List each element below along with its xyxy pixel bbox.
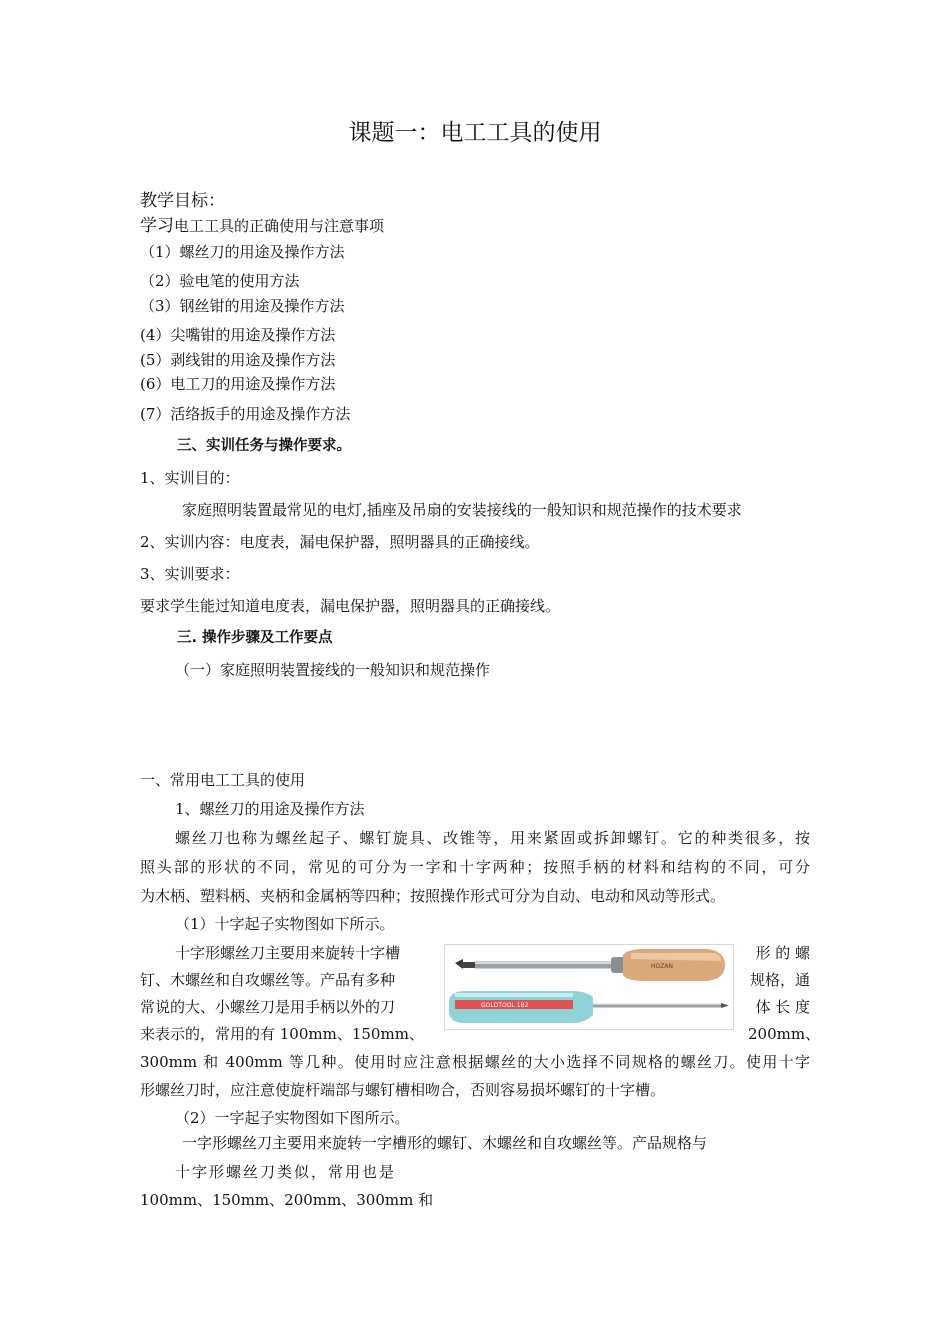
screwdrivers-illustration	[445, 945, 733, 1029]
objectives-intro-rest: 电工工具的正确使用与注意事项	[174, 217, 385, 235]
training-content: 2、实训内容：电度表，漏电保护器，照明器具的正确接线。	[140, 533, 540, 551]
objective-item-5: (5）剥线钳的用途及操作方法	[140, 351, 336, 369]
objectives-intro-big: 学习	[140, 216, 174, 236]
cross-right-line-2: 规格，通	[749, 971, 810, 989]
objectives-intro	[140, 216, 384, 236]
flat-screwdriver-line-2: 十字形螺丝刀类似，常用也是	[175, 1163, 397, 1181]
objective-item-2: （2）验电笔的使用方法	[140, 272, 300, 290]
cross-screwdriver-heading: （1）十字起子实物图如下所示。	[175, 915, 395, 933]
cross-left-line-4: 来表示的，常用的有 100mm、150mm、	[140, 1025, 424, 1043]
cross-right-line-1: 形 的 螺	[755, 944, 810, 962]
cross-left-line-2: 钉、木螺丝和自攻螺丝等。产品有多种	[140, 971, 396, 989]
training-purpose-text: 家庭照明装置最常见的电灯,插座及吊扇的安装接线的一般知识和规范操作的技术要求	[182, 501, 742, 519]
tool2-brand-label: GOLDTOOL 1B2	[481, 1002, 529, 1009]
objective-item-1: （1）螺丝刀的用途及操作方法	[140, 243, 345, 261]
plastic-screwdriver	[449, 991, 729, 1023]
cross-right-line-4: 200mm、	[748, 1025, 821, 1043]
screwdriver-photo	[444, 944, 734, 1030]
para1-line-3: 为木柄、塑料柄、夹柄和金属柄等四种；按照操作形式可分为自动、电动和风动等形式。	[140, 887, 726, 905]
para1-line-1: 螺丝刀也称为螺丝起子、螺钉旋具、改锥等，用来紧固或拆卸螺钉。它的种类很多，按	[175, 829, 810, 847]
training-requirement-text: 要求学生能过知道电度表，漏电保护器，照明器具的正确接线。	[140, 597, 561, 615]
steps-heading: 三. 操作步骤及工作要点	[177, 630, 333, 646]
wooden-screwdriver	[455, 949, 725, 981]
objective-item-7: (7）活络扳手的用途及操作方法	[140, 405, 351, 423]
objective-item-6: (6）电工刀的用途及操作方法	[140, 375, 336, 393]
para1-line-2: 照头部的形状的不同，常见的可分为一字和十字两种；按照手柄的材料和结构的不同，可分	[140, 858, 810, 876]
page-title: 课题一：电工工具的使用	[348, 120, 602, 146]
training-purpose-label: 1、实训目的：	[140, 469, 240, 487]
cross-right-line-3: 体 长 度	[755, 998, 810, 1016]
cross-rest-line-1: 300mm 和 400mm 等几种。使用时应注意根据螺丝的大小选择不同规格的螺丝刀。使用十字	[140, 1053, 810, 1071]
cross-left-line-3: 常说的大、小螺丝刀是用手柄以外的刀	[140, 998, 396, 1016]
section1-heading: 一、常用电工工具的使用	[140, 771, 306, 789]
objective-item-4: (4）尖嘴钳的用途及操作方法	[140, 326, 336, 344]
training-heading: 三、实训任务与操作要求。	[177, 438, 351, 454]
training-requirement-label: 3、实训要求：	[140, 565, 240, 583]
tool1-brand-label: HOZAN	[651, 963, 673, 970]
steps-subheading: （一）家庭照明装置接线的一般知识和规范操作	[175, 661, 491, 679]
cross-left-line-1: 十字形螺丝刀主要用来旋转十字槽	[175, 944, 401, 962]
flat-screwdriver-heading: （2）一字起子实物图如下图所示。	[175, 1109, 410, 1127]
objective-item-3: （3）钢丝钳的用途及操作方法	[140, 297, 345, 315]
flat-screwdriver-line-3: 100mm、150mm、200mm、300mm 和	[140, 1191, 434, 1209]
objectives-heading: 教学目标：	[140, 191, 225, 211]
flat-screwdriver-para: 一字形螺丝刀主要用来旋转一字槽形的螺钉、木螺丝和自攻螺丝等。产品规格与	[182, 1134, 708, 1152]
section1-subheading: 1、螺丝刀的用途及操作方法	[175, 800, 365, 818]
cross-rest-line-2: 形螺丝刀时，应注意使旋杆端部与螺钉槽相吻合，否则容易损坏螺钉的十字槽。	[140, 1081, 666, 1099]
